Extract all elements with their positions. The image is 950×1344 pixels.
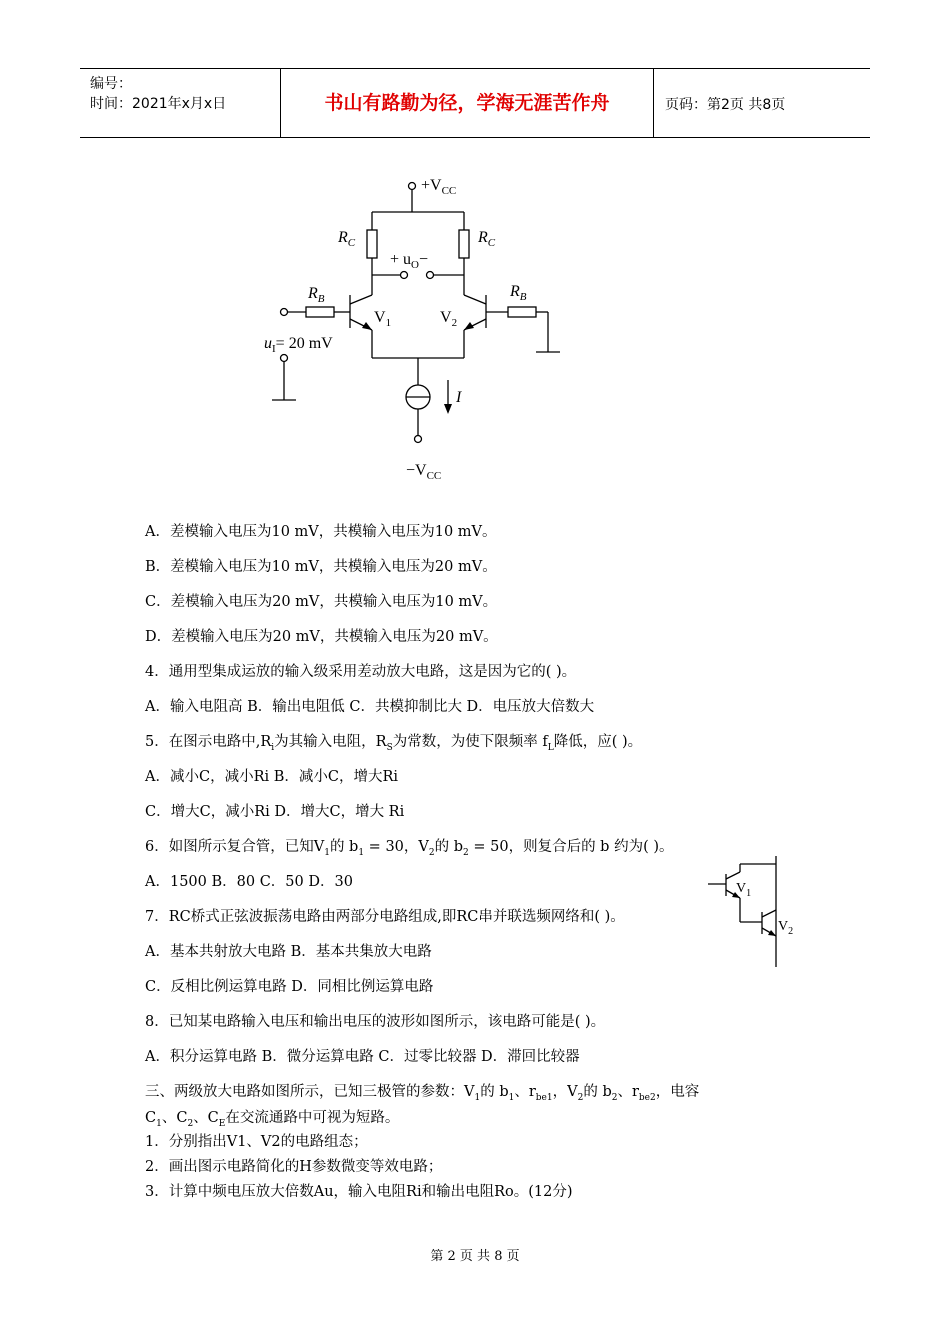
page-header bbox=[80, 68, 870, 138]
darlington-diagram bbox=[700, 852, 810, 972]
option-d: D．差模输入电压为20 mV，共模输入电压为20 mV。 bbox=[145, 629, 498, 645]
rb-right-label: $R_B$ bbox=[510, 283, 527, 303]
question-4: 4．通用型集成运放的输入级采用差动放大电路，这是因为它的( )。 bbox=[145, 664, 577, 680]
question-6: 6．如图所示复合管，已知$V_1$的 $b_1 = 30$，$V_2$的 $b_2 = 50$，则复合后的 b 约为( )。 bbox=[145, 839, 674, 858]
question-7-options-2: C．反相比例运算电路 D．同相比例运算电路 bbox=[145, 979, 434, 995]
number-label: 编号： bbox=[90, 76, 132, 92]
section-3-item-2: 2．画出图示电路简化的H参数微变等效电路； bbox=[145, 1159, 443, 1175]
header-meta bbox=[80, 69, 281, 137]
section-3-line-1: 三、两级放大电路如图所示，已知三极管的参数：$V_1$的 $b_1$、$r_{be1}$，$V_2$的 $b_2$、$r_{be2}$，电容 bbox=[145, 1084, 700, 1103]
section-3-item-3: 3．计算中频电压放大倍数Au，输入电阻Ri和输出电阻Ro。(12分) bbox=[145, 1184, 573, 1200]
option-b: B．差模输入电压为10 mV，共模输入电压为20 mV。 bbox=[145, 559, 497, 575]
time-label: 时间：2021年x月x日 bbox=[90, 96, 227, 112]
rb-left-label: $R_B$ bbox=[308, 285, 325, 305]
question-4-options: A．输入电阻高 B．输出电阻低 C．共模抑制比大 D．电压放大倍数大 bbox=[145, 699, 595, 715]
page-footer: 第 2 页 共 8 页 bbox=[430, 1249, 520, 1264]
question-5-options-2: C．增大C，减小Ri D．增大C，增大 Ri bbox=[145, 804, 405, 820]
darlington-v2-label: $V_2$ bbox=[778, 919, 794, 937]
section-3-item-1: 1．分别指出V1、V2的电路组态； bbox=[145, 1134, 368, 1150]
question-7: 7．RC桥式正弦波振荡电路由两部分电路组成,即RC串并联选频网络和( )。 bbox=[145, 909, 625, 925]
question-8: 8．已知某电路输入电压和输出电压的波形如图所示，该电路可能是( )。 bbox=[145, 1014, 606, 1030]
option-c: C．差模输入电压为20 mV，共模输入电压为10 mV。 bbox=[145, 594, 498, 610]
vcc-neg-label: $-V_{CC}$ bbox=[406, 462, 442, 482]
question-7-options-1: A．基本共射放大电路 B．基本共集放大电路 bbox=[145, 944, 432, 960]
vcc-label: $+V_{CC}$ bbox=[421, 177, 457, 197]
rc-right-label: $R_C$ bbox=[478, 229, 496, 249]
header-page-label: 页码：第2页 共8页 bbox=[665, 97, 786, 113]
header-motto: 书山有路勤为径，学海无涯苦作舟 bbox=[281, 69, 654, 137]
v1-label: $V_1$ bbox=[374, 309, 392, 329]
darlington-v1-label: $V_1$ bbox=[736, 881, 752, 899]
option-a: A．差模输入电压为10 mV，共模输入电压为10 mV。 bbox=[145, 524, 497, 540]
differential-amplifier-diagram bbox=[250, 160, 590, 500]
question-5-options-1: A．减小C，减小Ri B．减小C，增大Ri bbox=[145, 769, 399, 785]
v2-label: $V_2$ bbox=[440, 309, 458, 329]
question-5: 5．在图示电路中$,R_i$为其输入电阻，$R_S$为常数，为使下限频率 $f_L$降低，应( )。 bbox=[145, 734, 643, 753]
section-3-line-2: $C_1$、$C_2$、$C_E$在交流通路中可视为短路。 bbox=[145, 1110, 400, 1129]
question-8-options: A．积分运算电路 B．微分运算电路 C．过零比较器 D．滞回比较器 bbox=[145, 1049, 580, 1065]
question-6-options: A．1500 B．80 C．50 D．30 bbox=[145, 874, 353, 890]
uo-label: + $u_O-$ bbox=[390, 251, 429, 271]
current-label: I bbox=[456, 389, 462, 406]
rc-left-label: $R_C$ bbox=[338, 229, 356, 249]
ui-label: $u_I= 20$ mV bbox=[264, 335, 333, 355]
